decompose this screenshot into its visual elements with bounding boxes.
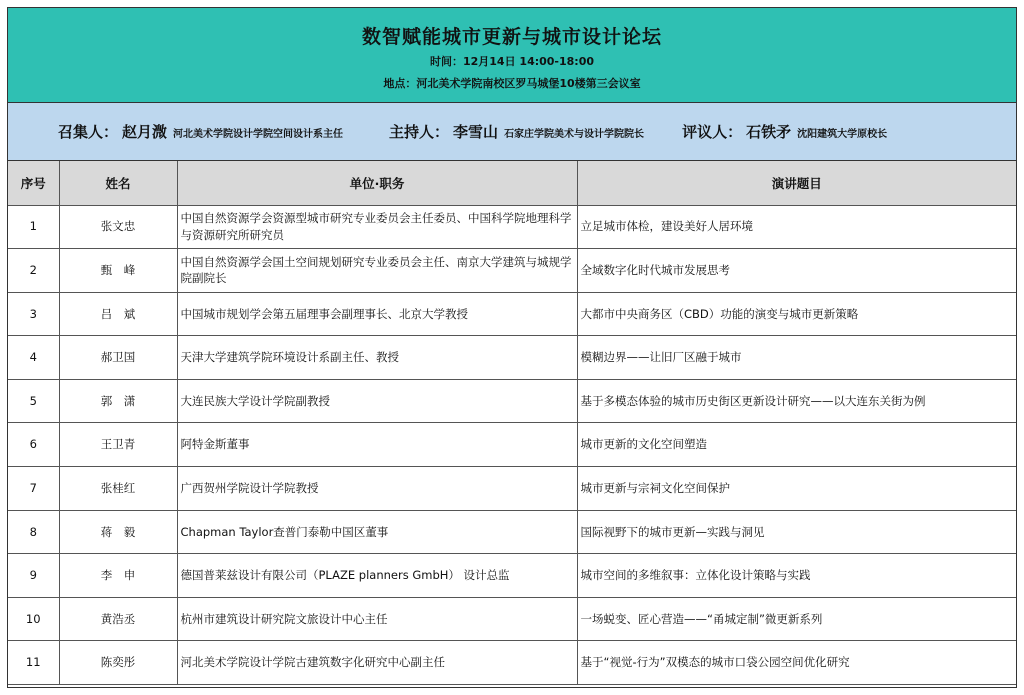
speaker-affiliation: 中国城市规划学会第五届理事会副理事长、北京大学教授 xyxy=(177,292,577,336)
col-header-topic: 演讲题目 xyxy=(577,161,1016,205)
row-index: 5 xyxy=(8,379,59,423)
table-row xyxy=(8,641,1016,685)
table-row xyxy=(8,336,1016,380)
host-org: 石家庄学院美术与设计学院院长 xyxy=(504,129,645,140)
forum-header xyxy=(8,8,1016,103)
row-index: 7 xyxy=(8,467,59,511)
col-header-affiliation: 单位·职务 xyxy=(177,161,577,205)
convener-role: 召集人： xyxy=(58,123,119,141)
speaker-affiliation: 阿特金斯董事 xyxy=(177,423,577,467)
talk-topic: 立足城市体检，建设美好人居环境 xyxy=(577,205,1016,249)
table-row xyxy=(8,379,1016,423)
col-header-index: 序号 xyxy=(8,161,59,205)
host-name: 李雪山 xyxy=(453,123,499,141)
speaker-affiliation: 杭州市建筑设计研究院文旅设计中心主任 xyxy=(177,597,577,641)
row-index: 10 xyxy=(8,597,59,641)
table-row xyxy=(8,510,1016,554)
table-row xyxy=(8,423,1016,467)
talk-topic: 城市更新与宗祠文化空间保护 xyxy=(577,467,1016,511)
speaker-name: 李 申 xyxy=(59,554,177,598)
speaker-affiliation: 大连民族大学设计学院副教授 xyxy=(177,379,577,423)
speaker-name: 张桂红 xyxy=(59,467,177,511)
talk-topic: 基于“视觉-行为”双模态的城市口袋公园空间优化研究 xyxy=(577,641,1016,685)
speaker-name: 陈奕彤 xyxy=(59,641,177,685)
forum-title: 数智赋能城市更新与城市设计论坛 xyxy=(361,26,662,48)
speaker-affiliation: 河北美术学院设计学院古建筑数字化研究中心副主任 xyxy=(177,641,577,685)
speaker-name: 甄 峰 xyxy=(59,249,177,293)
talk-topic: 全域数字化时代城市发展思考 xyxy=(577,249,1016,293)
speaker-affiliation: Chapman Taylor查普门泰勒中国区董事 xyxy=(177,510,577,554)
talk-topic: 基于多模态体验的城市历史街区更新设计研究——以大连东关街为例 xyxy=(577,379,1016,423)
talk-topic: 城市更新的文化空间塑造 xyxy=(577,423,1016,467)
row-index: 2 xyxy=(8,249,59,293)
row-index: 8 xyxy=(8,510,59,554)
talk-topic: 城市空间的多维叙事：立体化设计策略与实践 xyxy=(577,554,1016,598)
table-row xyxy=(8,205,1016,249)
host xyxy=(389,121,644,142)
speaker-name: 张文忠 xyxy=(59,205,177,249)
speaker-name: 黄浩丞 xyxy=(59,597,177,641)
speaker-affiliation: 中国自然资源学会资源型城市研究专业委员会主任委员、中国科学院地理科学与资源研究所研究员 xyxy=(177,205,577,249)
table-row xyxy=(8,467,1016,511)
reviewer-name: 石铁矛 xyxy=(746,123,792,141)
table-row xyxy=(8,292,1016,336)
convener-org: 河北美术学院设计学院空间设计系主任 xyxy=(173,129,344,140)
reviewer xyxy=(682,121,887,142)
people-bar xyxy=(8,103,1016,161)
speaker-name: 王卫青 xyxy=(59,423,177,467)
speaker-affiliation: 中国自然资源学会国土空间规划研究专业委员会主任、南京大学建筑与城规学院副院长 xyxy=(177,249,577,293)
row-index: 4 xyxy=(8,336,59,380)
talk-topic: 国际视野下的城市更新—实践与洞见 xyxy=(577,510,1016,554)
forum-time: 时间：12月14日 14:00-18:00 xyxy=(429,55,595,68)
row-index: 1 xyxy=(8,205,59,249)
row-index: 9 xyxy=(8,554,59,598)
table-header-row xyxy=(8,161,1016,205)
col-header-name: 姓名 xyxy=(59,161,177,205)
convener-name: 赵月溦 xyxy=(122,123,168,141)
convener xyxy=(58,121,343,142)
host-role: 主持人： xyxy=(389,123,450,141)
speaker-name: 吕 斌 xyxy=(59,292,177,336)
reviewer-org: 沈阳建筑大学原校长 xyxy=(797,129,888,140)
speaker-table xyxy=(8,161,1016,685)
row-index: 3 xyxy=(8,292,59,336)
talk-topic: 大都市中央商务区（CBD）功能的演变与城市更新策略 xyxy=(577,292,1016,336)
speaker-name: 郝卫国 xyxy=(59,336,177,380)
speaker-affiliation: 天津大学建筑学院环境设计系副主任、教授 xyxy=(177,336,577,380)
speaker-affiliation: 广西贺州学院设计学院教授 xyxy=(177,467,577,511)
table-row xyxy=(8,597,1016,641)
row-index: 11 xyxy=(8,641,59,685)
row-index: 6 xyxy=(8,423,59,467)
speaker-name: 郭 潇 xyxy=(59,379,177,423)
talk-topic: 一场蜕变、匠心营造——“甬城定制”微更新系列 xyxy=(577,597,1016,641)
reviewer-role: 评议人： xyxy=(682,123,743,141)
speaker-affiliation: 德国普莱兹设计有限公司（PLAZE planners GmbH） 设计总监 xyxy=(177,554,577,598)
speaker-name: 蒋 毅 xyxy=(59,510,177,554)
table-row xyxy=(8,554,1016,598)
table-row xyxy=(8,249,1016,293)
forum-location: 地点：河北美术学院南校区罗马城堡10楼第三会议室 xyxy=(383,77,641,90)
talk-topic: 模糊边界——让旧厂区融于城市 xyxy=(577,336,1016,380)
schedule-sheet xyxy=(7,7,1017,688)
